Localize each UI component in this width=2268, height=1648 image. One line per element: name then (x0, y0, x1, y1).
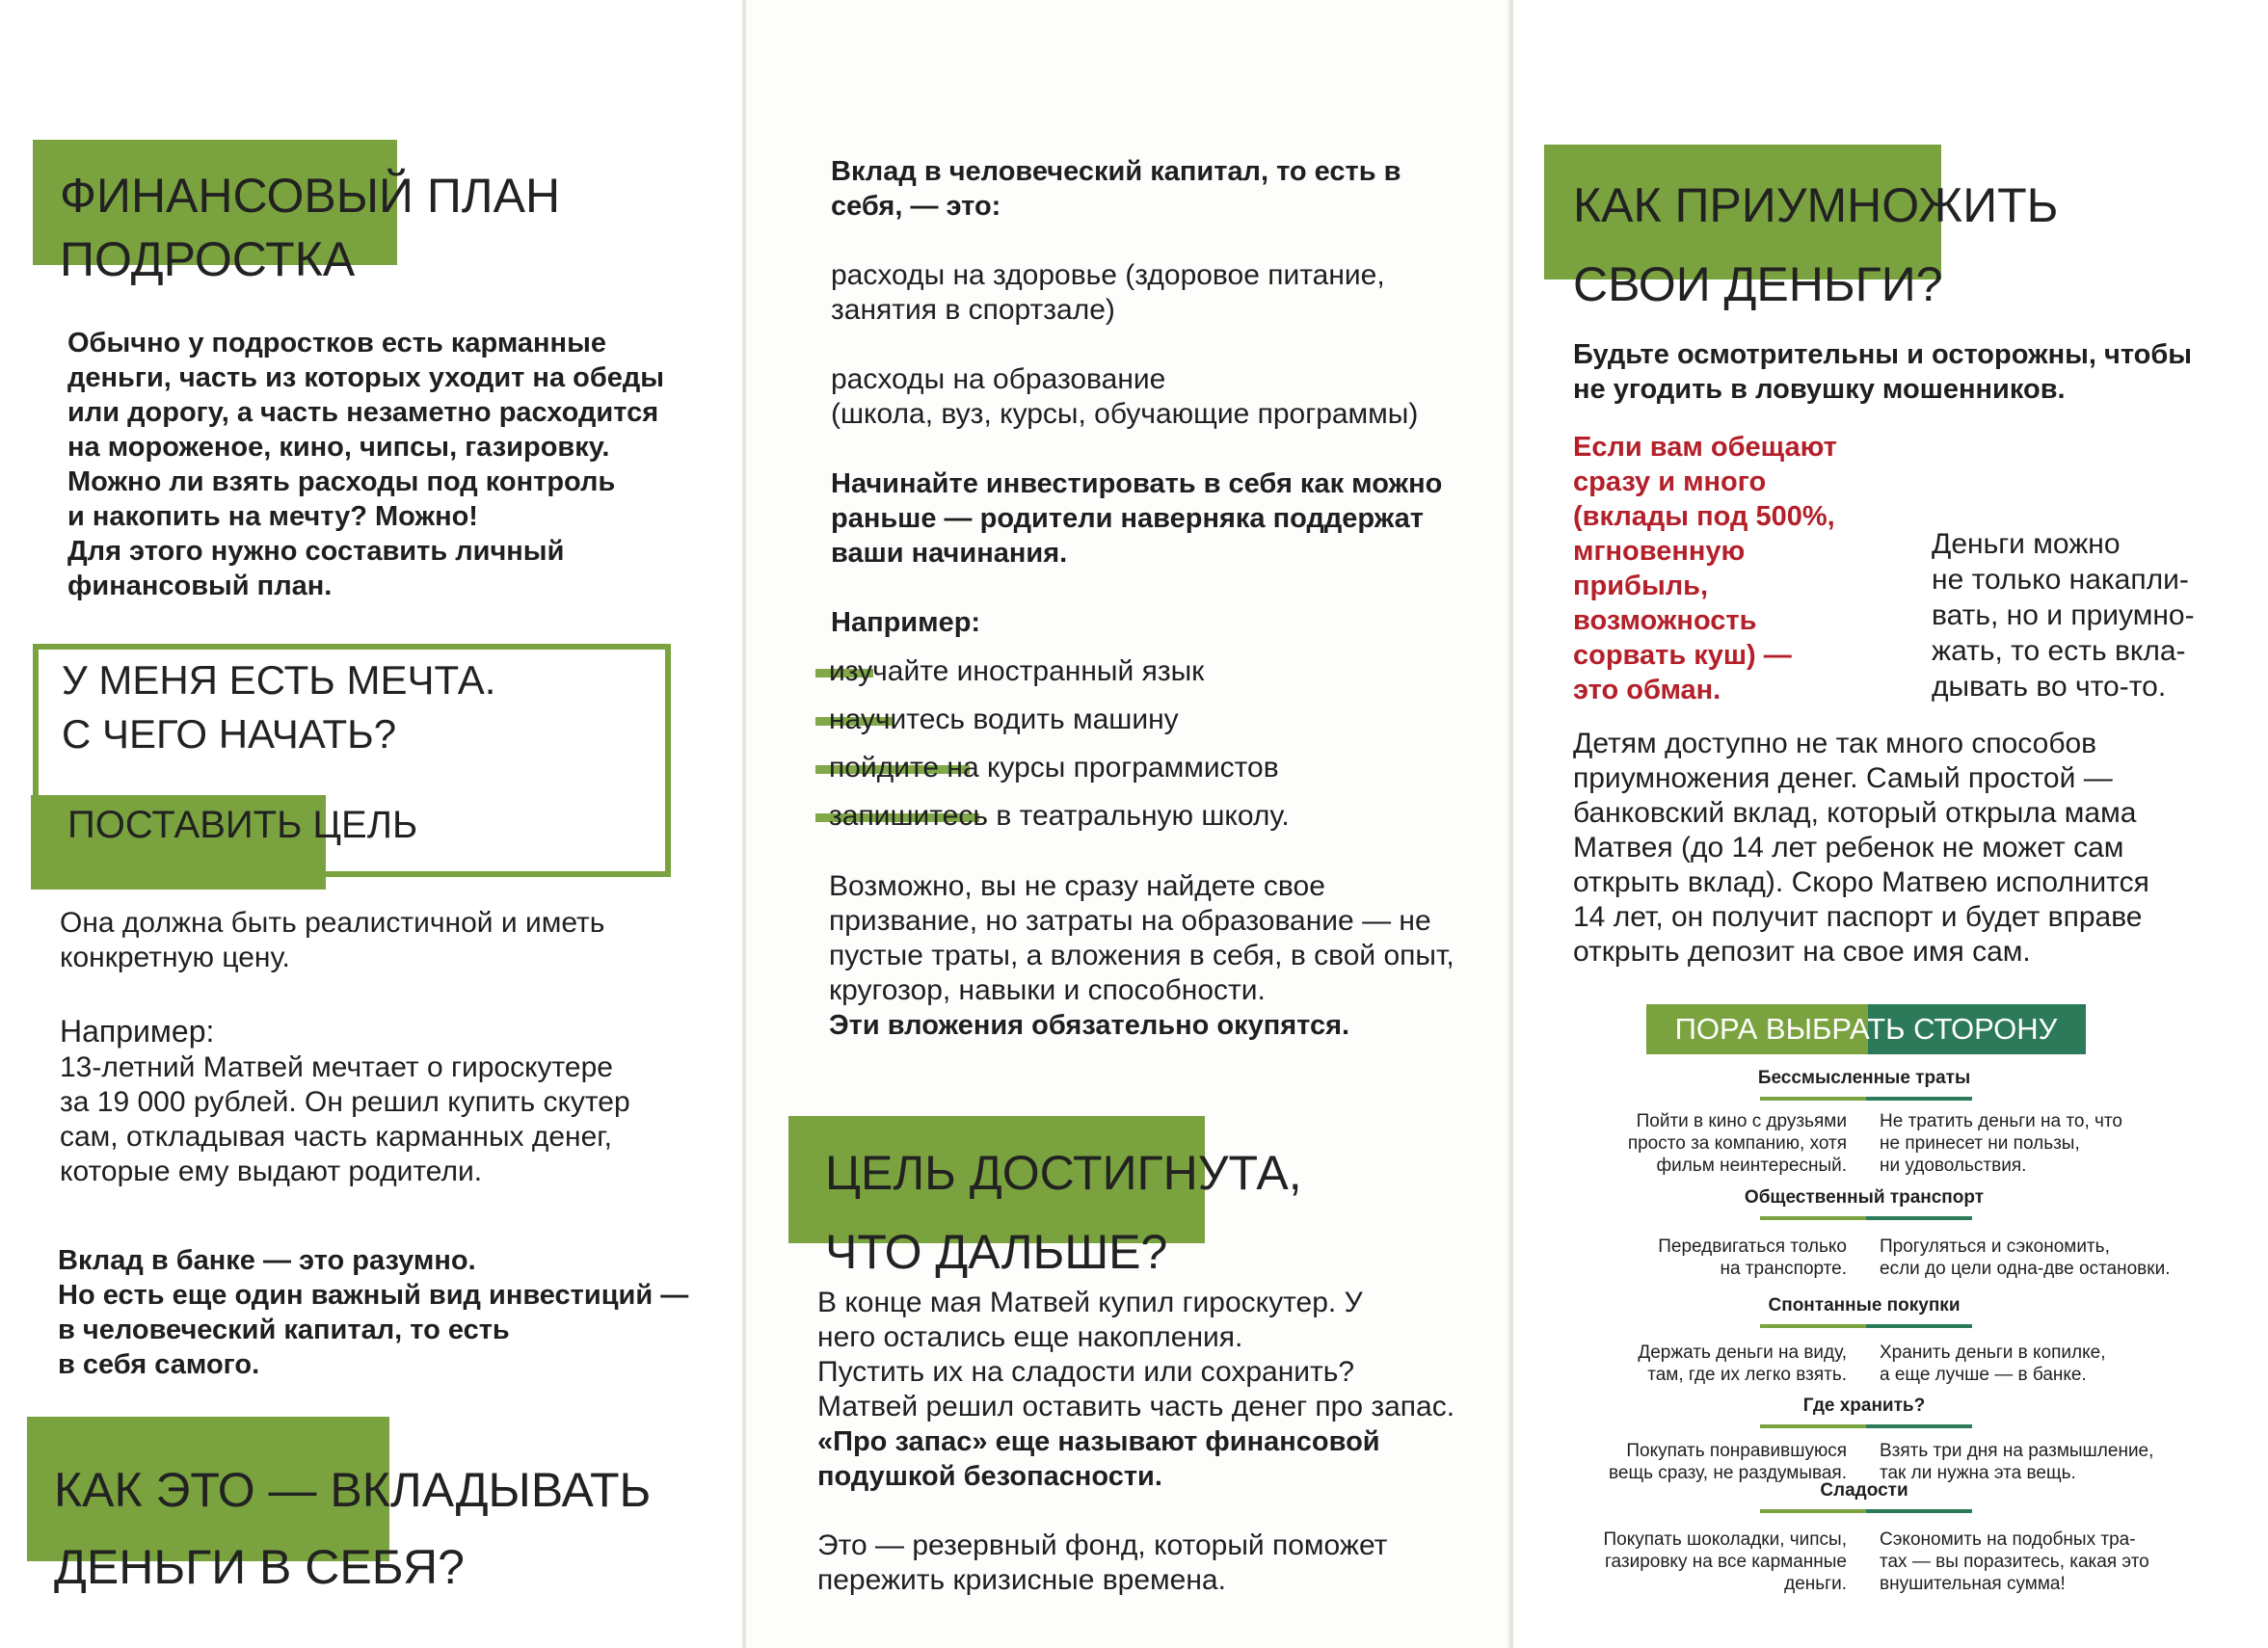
comparison-left: Держать деньги на виду, там, где их легко взять. (1638, 1342, 1847, 1385)
comparison-title: Бессмысленные траты (1757, 1068, 1971, 1088)
comparison-divider-dark (1866, 1216, 1972, 1220)
examples-heading: Например: (831, 607, 981, 638)
comparison-right: Взять три дня на размышление, так ли нужна эта вещь. (1880, 1441, 2154, 1483)
scam-warning: Если вам обещают сразу и много (вклады под 500%, мгновенную прибыль, возможность сорвать куш) — это обман. (1573, 432, 1837, 705)
intro-text: Обычно у подростков есть карманные деньги, часть из которых уходит на обеды или дорогу, а часть незаметно расходится на мороженое, кино, чипсы, газировку. Можно ли взять расходы под контроль и накопить на мечту? Можно! Для этого нужно составить личный финансовый план. (67, 328, 665, 601)
list-item-text: запишитесь в театральную школу. (829, 800, 1290, 832)
comparison-left: Покупать шоколадки, чипсы, газировку на все карманные деньги. (1603, 1529, 1847, 1594)
calling-bold-text: Эти вложения обязательно окупятся. (829, 1010, 1350, 1041)
reserve-text: Это — резервный фонд, который поможет пережить кризисные времена. (817, 1529, 1388, 1596)
comparison-right: Не тратить деньги на то, что не принесет ни пользы, ни удовольствия. (1880, 1111, 2122, 1176)
list-item (829, 792, 1290, 840)
list-item (829, 696, 1290, 744)
list-item (829, 744, 1290, 792)
comparison-left: Пойти в кино с друзьями просто за компанию, хотя фильм неинтересный. (1627, 1111, 1847, 1176)
list-item-text: изучайте иностранный язык (829, 655, 1205, 687)
multiply-text: Деньги можно не только накапли- вать, но и приумно- жать, то есть вкла- дывать во что-то. (1932, 528, 2195, 703)
comparison-title: Спонтанные покупки (1768, 1295, 1961, 1316)
comparison-divider-green (1760, 1424, 1866, 1428)
comparison-left: Покупать понравившуюся вещь сразу, не раздумывая. (1609, 1441, 1847, 1483)
list-item (829, 648, 1290, 696)
goal-text: Она должна быть реалистичной и иметь конкретную цену. (60, 907, 605, 973)
examples-list (829, 648, 1290, 840)
dream-box-title: У МЕНЯ ЕСТЬ МЕЧТА. С ЧЕГО НАЧАТЬ? (62, 657, 496, 757)
comparison-divider-green (1760, 1097, 1866, 1101)
calling-text: Возможно, вы не сразу найдете свое призвание, но затраты на образование — не пустые траты, а вложения в себя, в свой опыт, кругозор, навыки и способности. (829, 870, 1454, 1006)
human-capital-title: Вклад в человеческий капитал, то есть в себя, — это: (831, 156, 1401, 222)
page-title: ФИНАНСОВЫЙ ПЛАН ПОДРОСТКА (60, 169, 561, 286)
warning-text: Будьте осмотрительны и осторожны, чтобы не угодить в ловушку мошенников. (1573, 339, 2193, 405)
choose-side-banner (1646, 1004, 2086, 1054)
start-invest-text: Начинайте инвестировать в себя как можно раньше — родители наверняка поддержат ваши начинания. (831, 468, 1443, 569)
item-health: расходы на здоровье (здоровое питание, занятия в спортзале) (831, 259, 1385, 326)
goal-reached-text: В конце мая Матвей купил гироскутер. У него остались еще накопления. Пустить их на сладости или сохранить? Матвей решил оставить часть денег про запас. (817, 1287, 1455, 1422)
example-heading: Например: (60, 1014, 215, 1049)
multiply-title: КАК ПРИУМНОЖИТЬ СВОИ ДЕНЬГИ? (1573, 178, 2059, 311)
comparison-divider-dark (1866, 1509, 1972, 1513)
list-item-text: научитесь водить машину (829, 704, 1179, 735)
goal-label: ПОСТАВИТЬ ЦЕЛЬ (67, 804, 418, 846)
goal-reached-title: ЦЕЛЬ ДОСТИГНУТА, ЧТО ДАЛЬШЕ? (825, 1146, 1302, 1279)
item-education: расходы на образование (школа, вуз, курсы, обучающие программы) (831, 363, 1419, 430)
comparison-divider-green (1760, 1509, 1866, 1513)
reserve-bold-text: «Про запас» еще называют финансовой подушкой безопасности. (817, 1426, 1380, 1492)
middle-panel (746, 0, 1508, 1648)
comparison-title: Сладости (1820, 1480, 1908, 1501)
comparison-divider-green (1760, 1324, 1866, 1328)
comparison-left: Передвигаться только на транспорте. (1658, 1236, 1847, 1279)
comparison-divider-dark (1866, 1097, 1972, 1101)
comparison-title: Общественный транспорт (1744, 1187, 1985, 1208)
list-item-text: пойдите на курсы программистов (829, 752, 1279, 784)
example-text: 13-летний Матвей мечтает о гироскутере за 19 000 рублей. Он решил купить скутер сам, откладывая часть карманных денег, которые ему выдают родители. (60, 1051, 630, 1187)
left-panel (0, 0, 742, 1648)
comparison-right: Прогуляться и сэкономить, если до цели одна-две остановки. (1880, 1236, 2171, 1279)
banner-label: ПОРА ВЫБРАТЬ СТОРОНУ (1674, 1012, 2058, 1046)
comparison-title: Где хранить? (1802, 1395, 1926, 1416)
kids-text: Детям доступно не так много способов приумножения денег. Самый простой — банковский вклад, который открыла мама Матвея (до 14 лет ребенок не может сам открыть вклад). Скоро Матвею исполнится 14 лет, он получит паспорт и будет вправе открыть депозит на свое имя сам. (1573, 728, 2149, 968)
deposit-text: Вклад в банке — это разумно. Но есть еще один важный вид инвестиций — в человеческий капитал, то есть в себя самого. (58, 1245, 689, 1380)
invest-title: КАК ЭТО — ВКЛАДЫВАТЬ ДЕНЬГИ В СЕБЯ? (54, 1463, 652, 1594)
comparison-divider-dark (1866, 1324, 1972, 1328)
comparison-divider-green (1760, 1216, 1866, 1220)
comparison-divider-dark (1866, 1424, 1972, 1428)
comparison-right: Сэкономить на подобных тра- тах — вы поразитесь, какая это внушительная сумма! (1880, 1529, 2149, 1594)
comparison-right: Хранить деньги в копилке, а еще лучше — в банке. (1880, 1342, 2106, 1385)
comparison-block (1577, 1068, 2252, 1608)
right-panel (1513, 0, 2268, 1648)
